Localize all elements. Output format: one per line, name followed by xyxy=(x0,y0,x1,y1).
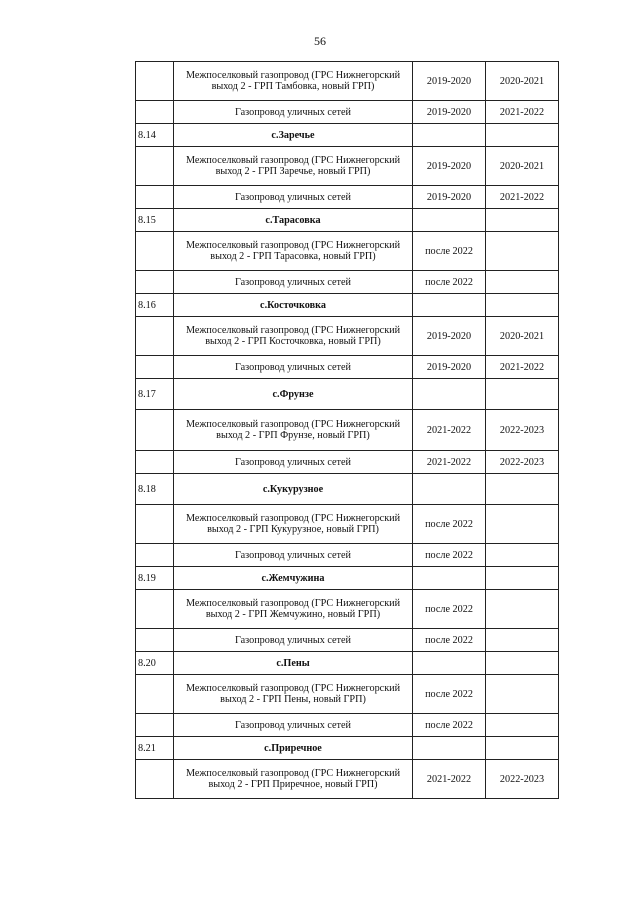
object-name-cell: Газопровод уличных сетей xyxy=(174,451,413,474)
construction-period-cell: 2020-2021 xyxy=(486,317,559,356)
section-number-cell xyxy=(136,271,174,294)
village-name-cell: с.Пены xyxy=(174,652,413,675)
table-row xyxy=(136,147,559,186)
construction-period-cell xyxy=(486,474,559,505)
construction-period-cell xyxy=(486,505,559,544)
village-name-cell: с.Жемчужина xyxy=(174,567,413,590)
design-period-cell xyxy=(413,379,486,410)
section-number-cell: 8.15 xyxy=(136,209,174,232)
design-period-cell xyxy=(413,737,486,760)
design-period-cell xyxy=(413,124,486,147)
design-period-cell: после 2022 xyxy=(413,271,486,294)
village-header-row xyxy=(136,567,559,590)
object-name-cell: Межпоселковый газопровод (ГРС Нижнегорский выход 2 - ГРП Тамбовка, новый ГРП) xyxy=(174,62,413,101)
page-number: 56 xyxy=(314,34,326,48)
table-row xyxy=(136,101,559,124)
object-name-cell: Межпоселковый газопровод (ГРС Нижнегорский выход 2 - ГРП Фрунзе, новый ГРП) xyxy=(174,410,413,451)
design-period-cell: 2019-2020 xyxy=(413,147,486,186)
design-period-cell xyxy=(413,294,486,317)
construction-period-cell: 2020-2021 xyxy=(486,62,559,101)
object-name-cell: Межпоселковый газопровод (ГРС Нижнегорский выход 2 - ГРП Жемчужино, новый ГРП) xyxy=(174,590,413,629)
object-name-cell: Газопровод уличных сетей xyxy=(174,714,413,737)
table-row xyxy=(136,544,559,567)
section-number-cell: 8.17 xyxy=(136,379,174,410)
section-number-cell xyxy=(136,590,174,629)
construction-period-cell xyxy=(486,124,559,147)
design-period-cell: 2019-2020 xyxy=(413,101,486,124)
table-row xyxy=(136,62,559,101)
construction-period-cell: 2022-2023 xyxy=(486,760,559,799)
village-name-cell: с.Фрунзе xyxy=(174,379,413,410)
village-header-row xyxy=(136,379,559,410)
design-period-cell: после 2022 xyxy=(413,590,486,629)
object-name-cell: Газопровод уличных сетей xyxy=(174,356,413,379)
object-name-cell: Межпоселковый газопровод (ГРС Нижнегорский выход 2 - ГРП Тарасовка, новый ГРП) xyxy=(174,232,413,271)
construction-period-cell: 2021-2022 xyxy=(486,356,559,379)
village-name-cell: с.Кукурузное xyxy=(174,474,413,505)
design-period-cell: после 2022 xyxy=(413,675,486,714)
table-row xyxy=(136,714,559,737)
construction-period-cell: 2021-2022 xyxy=(486,186,559,209)
section-number-cell: 8.20 xyxy=(136,652,174,675)
object-name-cell: Межпоселковый газопровод (ГРС Нижнегорский выход 2 - ГРП Кукурузное, новый ГРП) xyxy=(174,505,413,544)
gas-pipeline-schedule-table xyxy=(135,61,559,799)
section-number-cell: 8.14 xyxy=(136,124,174,147)
section-number-cell xyxy=(136,760,174,799)
table-row xyxy=(136,410,559,451)
object-name-cell: Газопровод уличных сетей xyxy=(174,629,413,652)
design-period-cell: 2019-2020 xyxy=(413,356,486,379)
construction-period-cell xyxy=(486,271,559,294)
object-name-cell: Межпоселковый газопровод (ГРС Нижнегорский выход 2 - ГРП Заречье, новый ГРП) xyxy=(174,147,413,186)
construction-period-cell xyxy=(486,294,559,317)
construction-period-cell xyxy=(486,209,559,232)
construction-period-cell xyxy=(486,567,559,590)
object-name-cell: Межпоселковый газопровод (ГРС Нижнегорский выход 2 - ГРП Косточковка, новый ГРП) xyxy=(174,317,413,356)
village-header-row xyxy=(136,652,559,675)
design-period-cell: 2019-2020 xyxy=(413,62,486,101)
construction-period-cell: 2020-2021 xyxy=(486,147,559,186)
construction-period-cell xyxy=(486,590,559,629)
section-number-cell xyxy=(136,356,174,379)
village-name-cell: с.Тарасовка xyxy=(174,209,413,232)
object-name-cell: Газопровод уличных сетей xyxy=(174,271,413,294)
table-row xyxy=(136,760,559,799)
table-row xyxy=(136,505,559,544)
object-name-cell: Газопровод уличных сетей xyxy=(174,186,413,209)
table-row xyxy=(136,317,559,356)
village-header-row xyxy=(136,474,559,505)
design-period-cell xyxy=(413,567,486,590)
object-name-cell: Газопровод уличных сетей xyxy=(174,101,413,124)
construction-period-cell xyxy=(486,714,559,737)
section-number-cell: 8.18 xyxy=(136,474,174,505)
village-header-row xyxy=(136,124,559,147)
table-row xyxy=(136,590,559,629)
construction-period-cell xyxy=(486,629,559,652)
design-period-cell: после 2022 xyxy=(413,544,486,567)
table-body xyxy=(136,62,559,799)
construction-period-cell xyxy=(486,675,559,714)
village-name-cell: с.Приречное xyxy=(174,737,413,760)
section-number-cell xyxy=(136,101,174,124)
construction-period-cell xyxy=(486,544,559,567)
section-number-cell: 8.16 xyxy=(136,294,174,317)
design-period-cell: 2021-2022 xyxy=(413,410,486,451)
design-period-cell: 2019-2020 xyxy=(413,186,486,209)
table-row xyxy=(136,629,559,652)
section-number-cell xyxy=(136,186,174,209)
section-number-cell xyxy=(136,232,174,271)
design-period-cell: после 2022 xyxy=(413,714,486,737)
village-header-row xyxy=(136,737,559,760)
table-row xyxy=(136,356,559,379)
object-name-cell: Газопровод уличных сетей xyxy=(174,544,413,567)
design-period-cell: после 2022 xyxy=(413,629,486,652)
table-row xyxy=(136,675,559,714)
village-header-row xyxy=(136,294,559,317)
construction-period-cell xyxy=(486,379,559,410)
table-row xyxy=(136,232,559,271)
design-period-cell xyxy=(413,652,486,675)
construction-period-cell xyxy=(486,232,559,271)
design-period-cell xyxy=(413,209,486,232)
section-number-cell xyxy=(136,147,174,186)
construction-period-cell: 2022-2023 xyxy=(486,410,559,451)
design-period-cell: после 2022 xyxy=(413,232,486,271)
table-row xyxy=(136,451,559,474)
section-number-cell xyxy=(136,629,174,652)
section-number-cell xyxy=(136,505,174,544)
section-number-cell xyxy=(136,410,174,451)
table-row xyxy=(136,186,559,209)
section-number-cell xyxy=(136,317,174,356)
section-number-cell xyxy=(136,451,174,474)
construction-period-cell: 2021-2022 xyxy=(486,101,559,124)
village-name-cell: с.Косточковка xyxy=(174,294,413,317)
object-name-cell: Межпоселковый газопровод (ГРС Нижнегорский выход 2 - ГРП Пены, новый ГРП) xyxy=(174,675,413,714)
design-period-cell: 2019-2020 xyxy=(413,317,486,356)
table-row xyxy=(136,271,559,294)
section-number-cell xyxy=(136,714,174,737)
object-name-cell: Межпоселковый газопровод (ГРС Нижнегорский выход 2 - ГРП Приречное, новый ГРП) xyxy=(174,760,413,799)
section-number-cell xyxy=(136,62,174,101)
section-number-cell: 8.21 xyxy=(136,737,174,760)
village-header-row xyxy=(136,209,559,232)
design-period-cell: 2021-2022 xyxy=(413,451,486,474)
construction-period-cell xyxy=(486,737,559,760)
design-period-cell: 2021-2022 xyxy=(413,760,486,799)
section-number-cell xyxy=(136,675,174,714)
section-number-cell: 8.19 xyxy=(136,567,174,590)
design-period-cell xyxy=(413,474,486,505)
construction-period-cell: 2022-2023 xyxy=(486,451,559,474)
section-number-cell xyxy=(136,544,174,567)
design-period-cell: после 2022 xyxy=(413,505,486,544)
construction-period-cell xyxy=(486,652,559,675)
village-name-cell: с.Заречье xyxy=(174,124,413,147)
